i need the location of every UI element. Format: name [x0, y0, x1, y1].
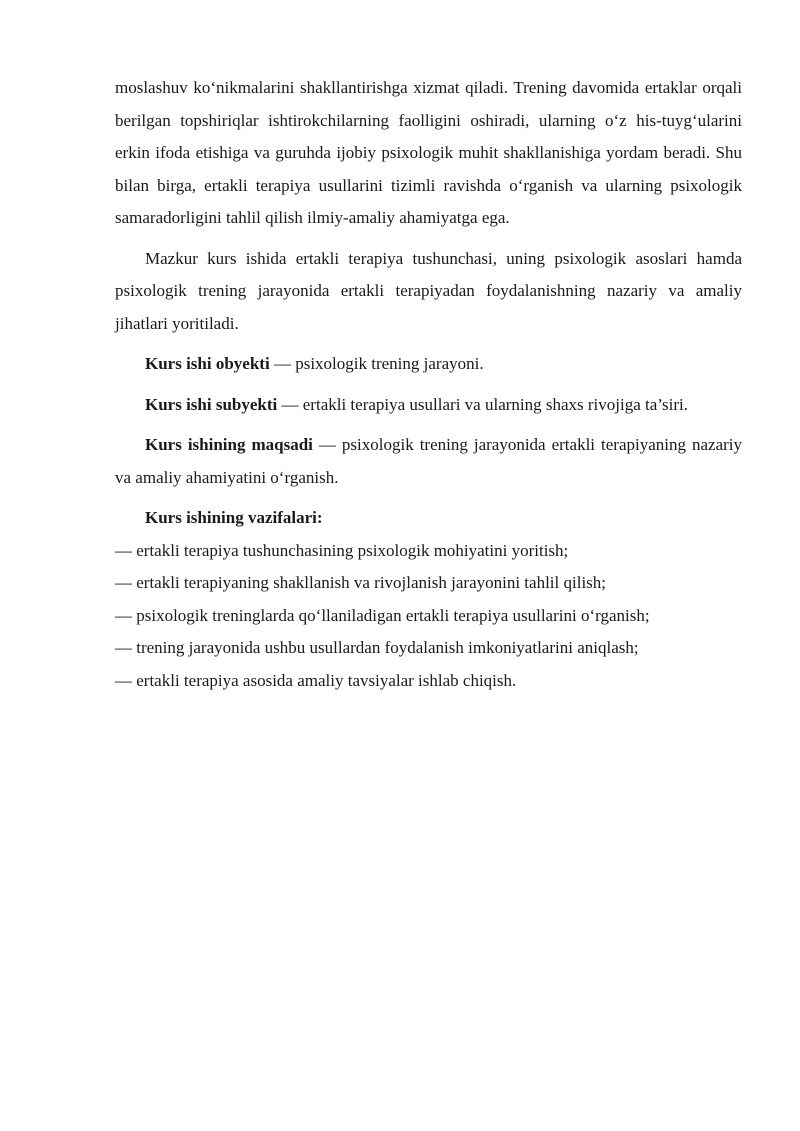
task-item: — trening jarayonida ushbu usullardan foydalanish imkoniyatlarini aniqlash;	[115, 638, 639, 657]
subject-text: — ertakli terapiya usullari va ularning shaxs rivojiga ta’siri.	[277, 394, 688, 414]
paragraph-goal	[115, 429, 742, 494]
task-item: — ertakli terapiyaning shakllanish va rivojlanish jarayonini tahlil qilish;	[115, 573, 607, 592]
task-item: — ertakli terapiya tushunchasining psixologik mohiyatini yoritish;	[115, 540, 569, 560]
tasks-heading: Kurs ishining vazifalari:	[145, 508, 323, 527]
goal-term: Kurs ishining maqsadi	[145, 435, 313, 454]
object-term: Kurs ishi obyekti	[145, 354, 270, 373]
task-item: — psixologik treninglarda qo‘llaniladigan ertakli terapiya usullarini o‘rganish;	[115, 605, 650, 625]
goal-text: — psixologik trening jarayonida ertakli terapiyaning nazariy va amaliy ahamiyatini o‘rganish.	[115, 435, 742, 487]
object-text: — psixologik trening jarayoni.	[269, 354, 484, 373]
paragraph-object	[115, 348, 742, 381]
task-list	[115, 535, 742, 698]
document-page	[115, 72, 742, 697]
paragraph-subject	[115, 389, 742, 422]
paragraph-intro-continuation: moslashuv ko‘nikmalarini shakllantirishga xizmat qiladi. Trening davomida ertaklar orqali berilgan topshiriqlar ishtirokchilarning faolligini oshiradi, ularning o‘z his-tuyg‘ularini erkin ifoda etishiga va guruhda ijobiy psixologik muhit shakllanishiga yordam beradi. Shu bilan birga, ertakli terapiya usullarini tizimli ravishda o‘rganish va ularning psixologik samaradorligini tahlil qilish ilmiy-amaliy ahamiyatga ega.	[115, 78, 742, 227]
subject-term: Kurs ishi subyekti	[145, 394, 278, 414]
task-item: — ertakli terapiya asosida amaliy tavsiyalar ishlab chiqish.	[115, 670, 517, 690]
paragraph-course-scope: Mazkur kurs ishida ertakli terapiya tushunchasi, uning psixologik asoslari hamda psixologik trening jarayonida ertakli terapiyadan foydalanishning nazariy va amaliy jihatlari yoritiladi.	[115, 248, 742, 333]
